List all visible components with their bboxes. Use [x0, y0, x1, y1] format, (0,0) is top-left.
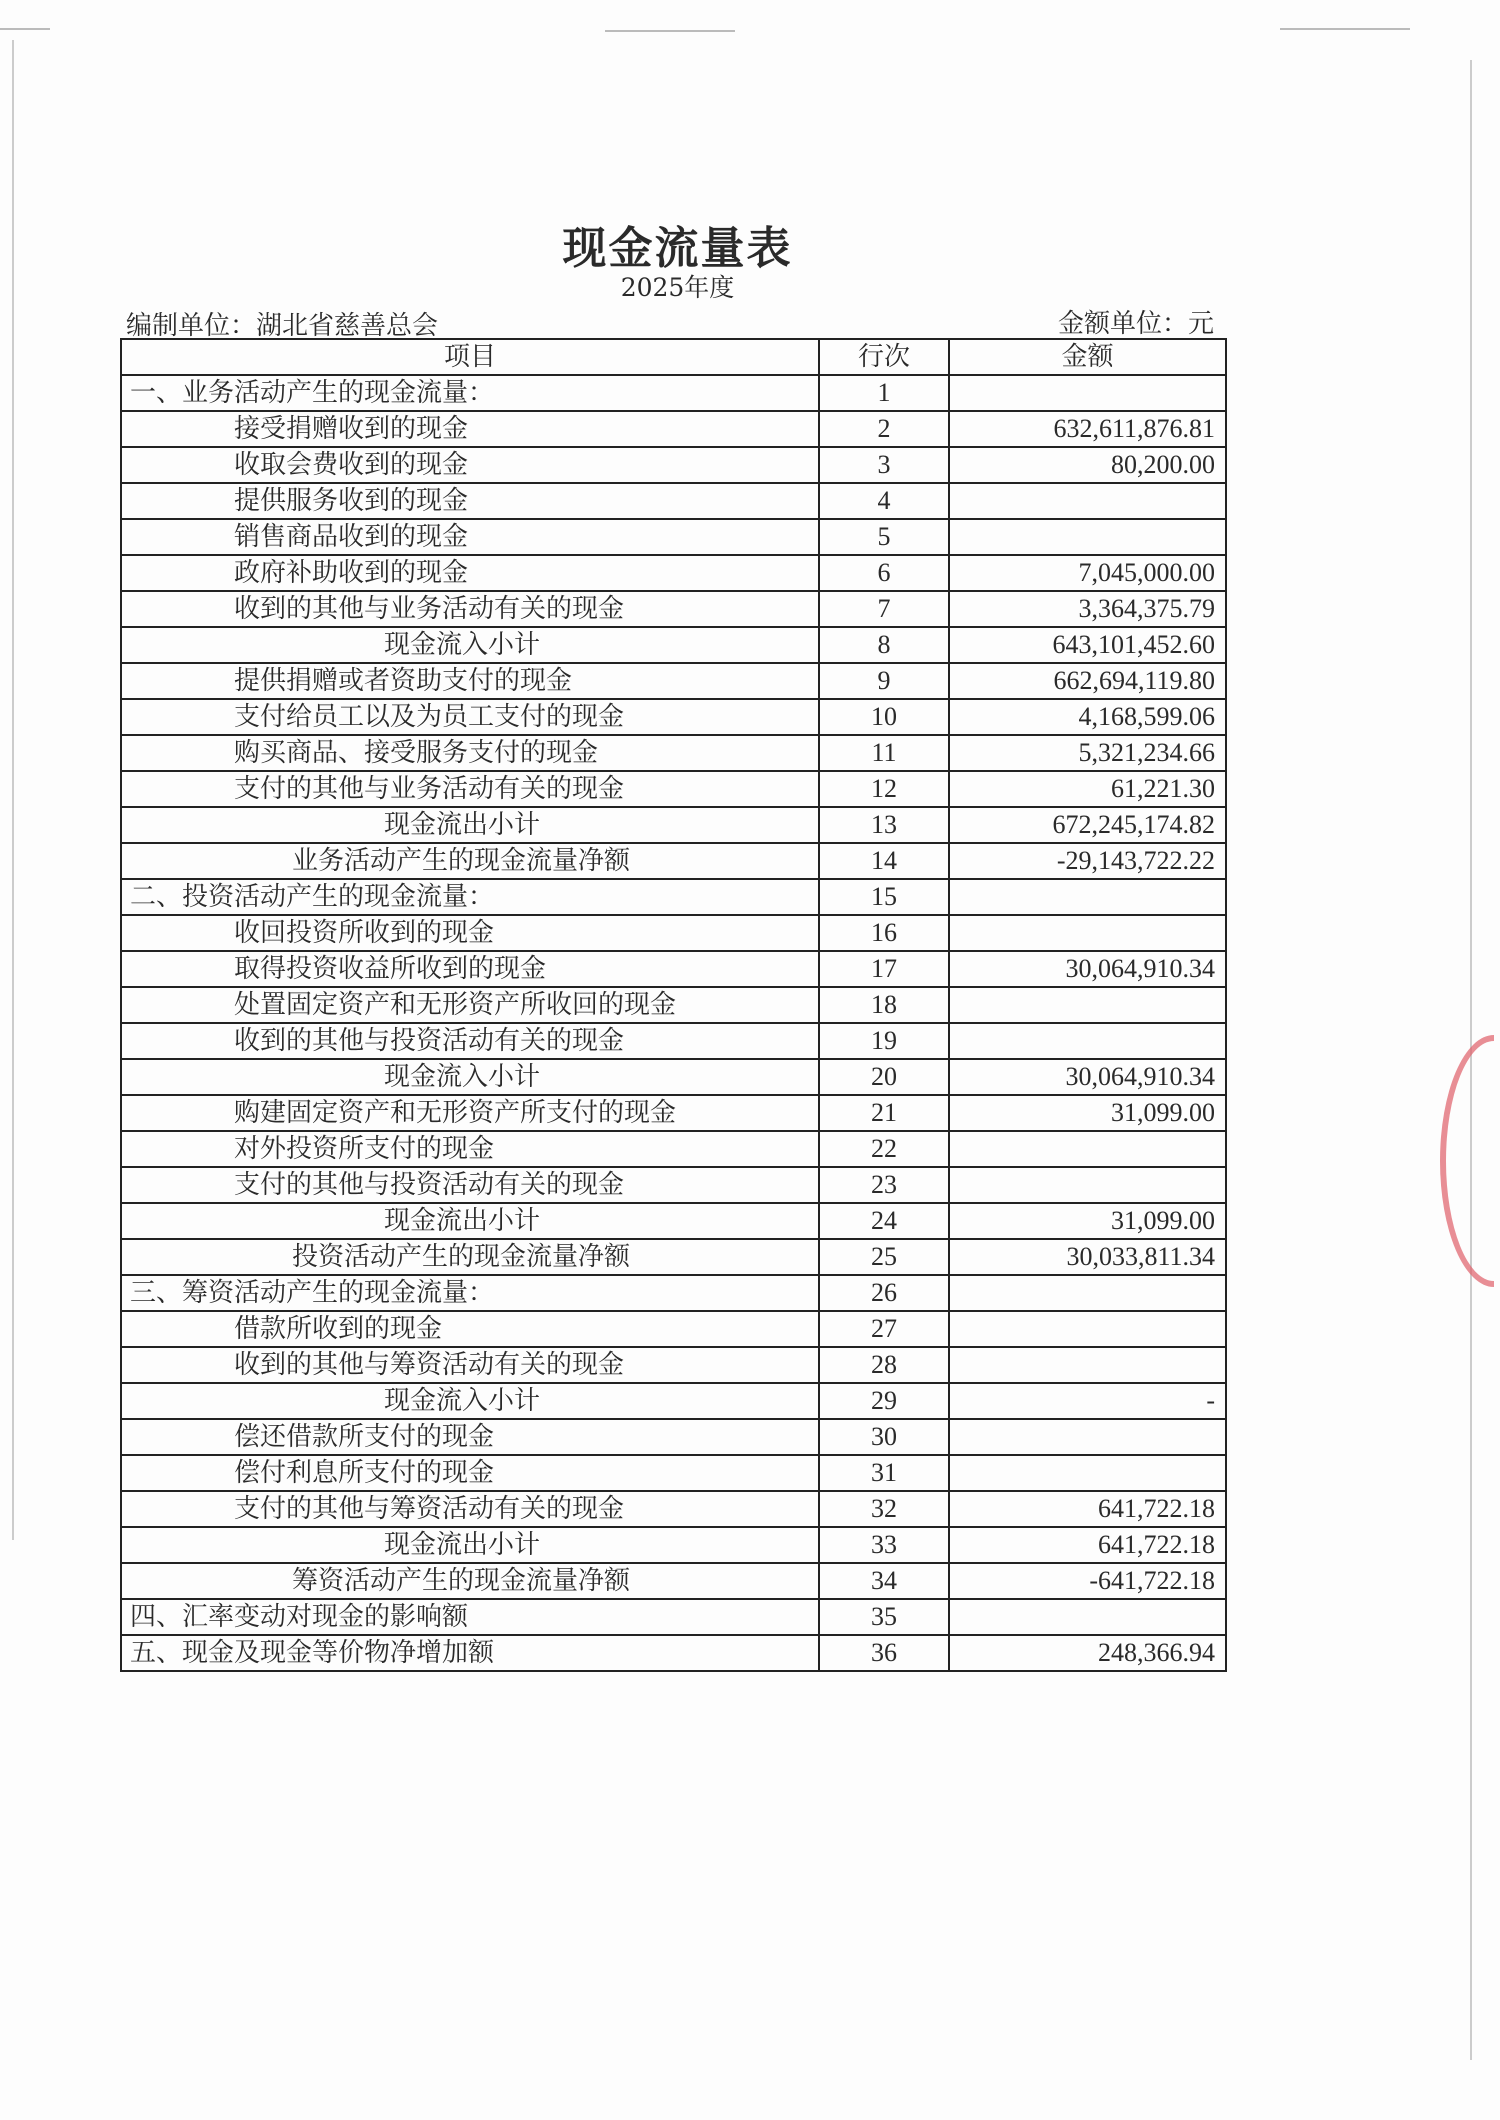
row-label: 销售商品收到的现金	[121, 519, 819, 555]
row-line-number: 3	[819, 447, 949, 483]
header-item: 项目	[121, 339, 819, 375]
row-label: 四、汇率变动对现金的影响额	[121, 1599, 819, 1635]
row-line-number: 11	[819, 735, 949, 771]
row-line-number: 7	[819, 591, 949, 627]
row-amount	[949, 1455, 1226, 1491]
row-label: 收取会费收到的现金	[121, 447, 819, 483]
row-label: 处置固定资产和无形资产所收回的现金	[121, 987, 819, 1023]
table-row	[121, 987, 1226, 1023]
preparing-organization: 编制单位：湖北省慈善总会	[126, 311, 439, 341]
table-row	[121, 1275, 1226, 1311]
row-amount: 61,221.30	[949, 771, 1226, 807]
table-row	[121, 1599, 1226, 1635]
row-label: 收到的其他与投资活动有关的现金	[121, 1023, 819, 1059]
row-line-number: 19	[819, 1023, 949, 1059]
table-row	[121, 375, 1226, 411]
row-label: 五、现金及现金等价物净增加额	[121, 1635, 819, 1671]
row-amount	[949, 375, 1226, 411]
row-label: 借款所收到的现金	[121, 1311, 819, 1347]
row-amount: 31,099.00	[949, 1095, 1226, 1131]
table-row	[121, 1023, 1226, 1059]
table-row	[121, 411, 1226, 447]
row-line-number: 18	[819, 987, 949, 1023]
row-line-number: 23	[819, 1167, 949, 1203]
row-label: 筹资活动产生的现金流量净额	[121, 1563, 819, 1599]
table-row	[121, 1131, 1226, 1167]
row-line-number: 2	[819, 411, 949, 447]
row-amount	[949, 987, 1226, 1023]
table-row	[121, 735, 1226, 771]
row-label: 收到的其他与业务活动有关的现金	[121, 591, 819, 627]
row-label: 现金流入小计	[121, 1383, 819, 1419]
row-label: 现金流入小计	[121, 1059, 819, 1095]
row-line-number: 20	[819, 1059, 949, 1095]
row-label: 提供捐赠或者资助支付的现金	[121, 663, 819, 699]
row-amount	[949, 879, 1226, 915]
row-amount: 641,722.18	[949, 1527, 1226, 1563]
row-label: 购买商品、接受服务支付的现金	[121, 735, 819, 771]
row-line-number: 27	[819, 1311, 949, 1347]
table-row	[121, 1635, 1226, 1671]
document-period: 2025年度	[620, 273, 735, 302]
official-seal	[1440, 1035, 1494, 1287]
row-amount	[949, 1311, 1226, 1347]
row-amount: 7,045,000.00	[949, 555, 1226, 591]
table-row	[121, 771, 1226, 807]
row-label: 接受捐赠收到的现金	[121, 411, 819, 447]
table-row	[121, 879, 1226, 915]
row-amount: 672,245,174.82	[949, 807, 1226, 843]
row-line-number: 31	[819, 1455, 949, 1491]
row-line-number: 17	[819, 951, 949, 987]
row-label: 二、投资活动产生的现金流量：	[121, 879, 819, 915]
row-label: 支付的其他与业务活动有关的现金	[121, 771, 819, 807]
row-label: 三、筹资活动产生的现金流量：	[121, 1275, 819, 1311]
table-row	[121, 1059, 1226, 1095]
row-label: 支付的其他与筹资活动有关的现金	[121, 1491, 819, 1527]
table-row	[121, 1239, 1226, 1275]
row-label: 现金流出小计	[121, 1203, 819, 1239]
row-amount	[949, 519, 1226, 555]
table-row	[121, 951, 1226, 987]
row-line-number: 5	[819, 519, 949, 555]
row-line-number: 4	[819, 483, 949, 519]
row-label: 现金流入小计	[121, 627, 819, 663]
row-amount: 5,321,234.66	[949, 735, 1226, 771]
table-row	[121, 1095, 1226, 1131]
table-row	[121, 1455, 1226, 1491]
row-label: 政府补助收到的现金	[121, 555, 819, 591]
cash-flow-table	[120, 338, 1227, 1672]
table-row	[121, 1167, 1226, 1203]
table-row	[121, 483, 1226, 519]
row-line-number: 13	[819, 807, 949, 843]
row-amount: 641,722.18	[949, 1491, 1226, 1527]
row-label: 收回投资所收到的现金	[121, 915, 819, 951]
table-row	[121, 1563, 1226, 1599]
header-line: 行次	[819, 339, 949, 375]
row-amount: 31,099.00	[949, 1203, 1226, 1239]
row-line-number: 8	[819, 627, 949, 663]
row-amount	[949, 1347, 1226, 1383]
table-row	[121, 807, 1226, 843]
header-amount: 金额	[949, 339, 1226, 375]
table-row	[121, 591, 1226, 627]
row-label: 提供服务收到的现金	[121, 483, 819, 519]
row-line-number: 12	[819, 771, 949, 807]
row-amount	[949, 1023, 1226, 1059]
table-row	[121, 519, 1226, 555]
table-row	[121, 915, 1226, 951]
currency-unit: 金额单位：元	[1058, 309, 1215, 339]
scan-mark	[1280, 28, 1410, 30]
row-amount: -	[949, 1383, 1226, 1419]
row-line-number: 10	[819, 699, 949, 735]
row-line-number: 36	[819, 1635, 949, 1671]
table-row	[121, 1383, 1226, 1419]
row-amount	[949, 1131, 1226, 1167]
table-row	[121, 663, 1226, 699]
row-label: 现金流出小计	[121, 807, 819, 843]
row-label: 支付的其他与投资活动有关的现金	[121, 1167, 819, 1203]
row-line-number: 32	[819, 1491, 949, 1527]
row-label: 偿付利息所支付的现金	[121, 1455, 819, 1491]
row-line-number: 1	[819, 375, 949, 411]
row-line-number: 25	[819, 1239, 949, 1275]
row-amount: 632,611,876.81	[949, 411, 1226, 447]
table-row	[121, 447, 1226, 483]
row-line-number: 16	[819, 915, 949, 951]
scan-mark	[605, 30, 735, 32]
table-header-row	[121, 339, 1226, 375]
row-label: 支付给员工以及为员工支付的现金	[121, 699, 819, 735]
row-amount	[949, 1599, 1226, 1635]
row-line-number: 28	[819, 1347, 949, 1383]
row-amount: -641,722.18	[949, 1563, 1226, 1599]
row-label: 业务活动产生的现金流量净额	[121, 843, 819, 879]
row-amount	[949, 915, 1226, 951]
row-label: 现金流出小计	[121, 1527, 819, 1563]
row-amount	[949, 1275, 1226, 1311]
row-line-number: 29	[819, 1383, 949, 1419]
document-title: 现金流量表	[562, 223, 793, 274]
row-amount: 643,101,452.60	[949, 627, 1226, 663]
row-line-number: 24	[819, 1203, 949, 1239]
row-amount: 30,064,910.34	[949, 1059, 1226, 1095]
row-line-number: 9	[819, 663, 949, 699]
row-line-number: 14	[819, 843, 949, 879]
row-amount	[949, 1167, 1226, 1203]
table-row	[121, 1419, 1226, 1455]
table-row	[121, 627, 1226, 663]
table-row	[121, 699, 1226, 735]
row-line-number: 35	[819, 1599, 949, 1635]
row-line-number: 21	[819, 1095, 949, 1131]
row-label: 购建固定资产和无形资产所支付的现金	[121, 1095, 819, 1131]
row-amount: -29,143,722.22	[949, 843, 1226, 879]
table-row	[121, 1491, 1226, 1527]
row-amount	[949, 1419, 1226, 1455]
table-row	[121, 555, 1226, 591]
row-label: 投资活动产生的现金流量净额	[121, 1239, 819, 1275]
row-line-number: 15	[819, 879, 949, 915]
row-label: 取得投资收益所收到的现金	[121, 951, 819, 987]
row-label: 收到的其他与筹资活动有关的现金	[121, 1347, 819, 1383]
table-row	[121, 1203, 1226, 1239]
row-amount: 248,366.94	[949, 1635, 1226, 1671]
row-amount: 3,364,375.79	[949, 591, 1226, 627]
row-amount: 4,168,599.06	[949, 699, 1226, 735]
table-row	[121, 1527, 1226, 1563]
table-row	[121, 1347, 1226, 1383]
row-amount	[949, 483, 1226, 519]
row-label: 一、业务活动产生的现金流量：	[121, 375, 819, 411]
row-line-number: 34	[819, 1563, 949, 1599]
row-amount: 30,033,811.34	[949, 1239, 1226, 1275]
row-amount: 662,694,119.80	[949, 663, 1226, 699]
row-amount: 30,064,910.34	[949, 951, 1226, 987]
row-label: 对外投资所支付的现金	[121, 1131, 819, 1167]
row-line-number: 22	[819, 1131, 949, 1167]
table-row	[121, 843, 1226, 879]
row-amount: 80,200.00	[949, 447, 1226, 483]
row-line-number: 33	[819, 1527, 949, 1563]
row-label: 偿还借款所支付的现金	[121, 1419, 819, 1455]
row-line-number: 26	[819, 1275, 949, 1311]
row-line-number: 30	[819, 1419, 949, 1455]
scan-mark	[0, 28, 50, 30]
table-row	[121, 1311, 1226, 1347]
row-line-number: 6	[819, 555, 949, 591]
